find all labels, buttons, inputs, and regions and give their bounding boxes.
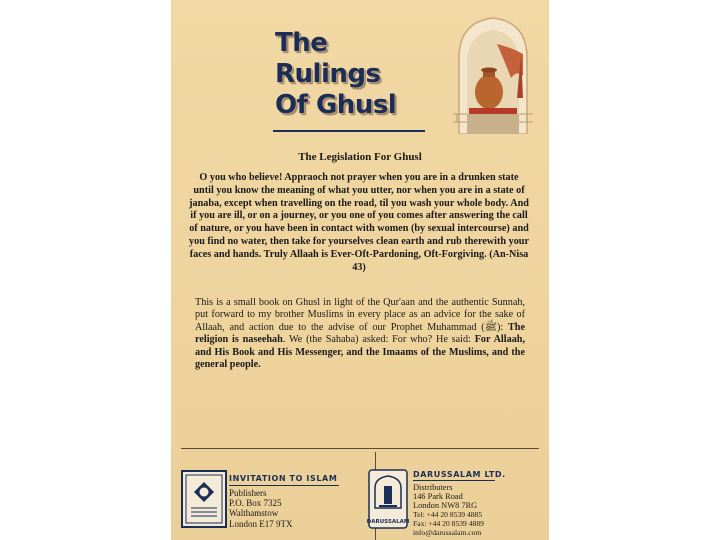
publisher-po-box: P.O. Box 7325 [229,498,282,509]
darussalam-logo-text: DARUSSALAM [367,519,409,525]
book-back-cover [171,0,549,540]
publisher-town: Walthamstow [229,508,279,519]
arch-vase-illustration [453,14,533,134]
distributor-fax: Fax: +44 20 8539 4889 [413,519,484,529]
publisher-role: Publishers [229,488,267,498]
para-middle: . We (the Sahaba) asked: For who? He said: [282,334,475,346]
distributor-tel: Tel: +44 20 8539 4885 [413,510,483,520]
invitation-to-islam-logo [181,470,227,528]
para-intro: This is a small book on Ghusl in light of the Qur'aan and the authentic Sunnah, put forward to my brother Muslims in every place as an advice for the sake of Allaah, and action due to the advise of our Prophet Muhammad ( [195,297,525,333]
title-line-2: Rulings [275,59,381,89]
para-after-honorific: ): [496,321,508,333]
publisher-name: INVITATION TO ISLAM [229,474,338,483]
distributor-role: Distributers [413,483,453,492]
honorific-symbol: ﷺ [484,321,497,333]
footer-divider [181,448,539,449]
distributor-address [413,483,484,538]
publisher-name-underline [229,485,339,486]
publisher-address [229,488,293,529]
description-paragraph [195,297,525,371]
darussalam-logo [367,468,409,530]
distributor-name-underline [413,480,495,481]
section-heading: The Legislation For Ghusl [298,151,422,163]
distributor-city: London NW8 7RG [413,501,478,511]
book-title [275,28,425,121]
title-underline [273,130,425,132]
publisher-postcode: London E17 9TX [229,518,293,529]
para-bold-1: The religion is naseehah [195,321,525,346]
distributor-street: 146 Park Road [413,492,463,502]
para-bold-2: For Allaah, and His Book and His Messenger, and the Imaams of the Muslims, and the general people. [195,334,525,371]
distributor-email: info@darussalam.com [413,528,482,538]
quran-verse: O you who believe! Appraoch not prayer when you are in a drunken state until you know the meaning of what you utter, nor when you are in a state of janaba, except when travelling on the road, til you wash your whole body. And if you are ill, or on a journey, or you one of you comes after answering the call of nature, or you have been in contact with women (by sexual intercourse) and you find no water, then take for yourselves clean earth and rub therewith your faces and hands. Truly Allaah is Ever-Oft-Pardoning, Oft-Forgiving. (An-Nisa 43) [189,172,529,273]
distributor-name: DARUSSALAM LTD. [413,470,506,479]
title-line-3: Of Ghusl [275,90,397,120]
title-line-1: The [275,28,328,58]
